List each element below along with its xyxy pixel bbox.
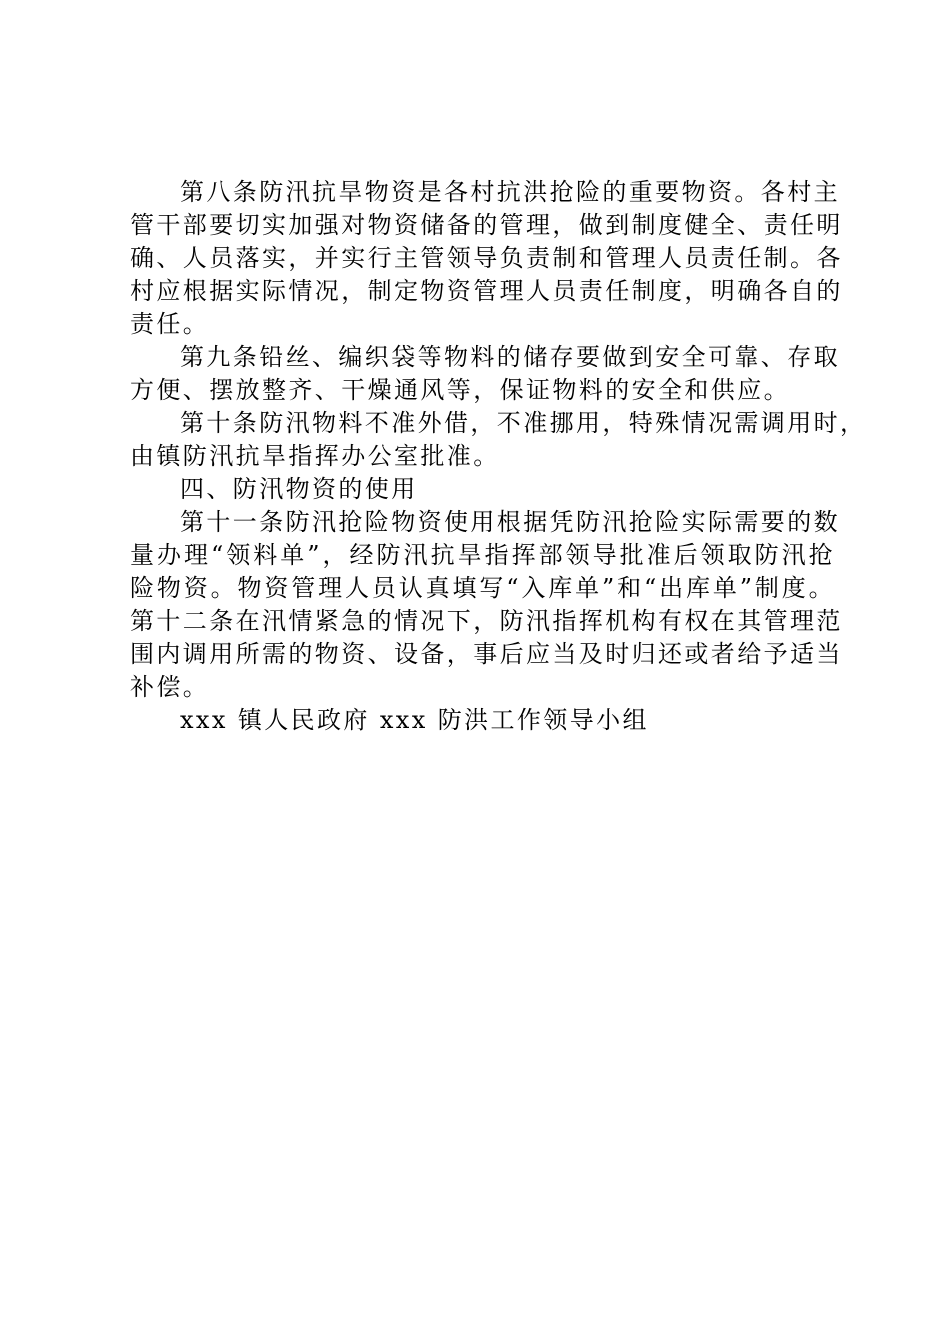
signature-line: xxx 镇人民政府 xxx 防洪工作领导小组: [180, 706, 649, 734]
text-line: 补偿。: [130, 673, 210, 701]
text-line: 村应根据实际情况，制定物资管理人员责任制度，明确各自的: [130, 277, 843, 305]
text-line: 责任。: [130, 310, 210, 338]
paragraph-article-8: [130, 176, 843, 341]
paragraph-article-11-12: [130, 506, 843, 704]
text-line: 管干部要切实加强对物资储备的管理，做到制度健全、责任明: [130, 211, 843, 239]
text-line: 第十条防汛物料不准外借，不准挪用，特殊情况需调用时，: [180, 409, 867, 437]
text-line: 第八条防汛抗旱物资是各村抗洪抢险的重要物资。各村主: [180, 178, 840, 206]
text-line: 第十二条在汛情紧急的情况下，防汛指挥机构有权在其管理范: [130, 607, 843, 635]
paragraph-article-9: [130, 341, 840, 407]
text-line: 确、人员落实，并实行主管领导负责制和管理人员责任制。各: [130, 244, 843, 272]
document-body: [130, 176, 867, 737]
text-line: 量办理“领料单”，经防汛抗旱指挥部领导批准后领取防汛抢: [130, 541, 835, 569]
text-line: 第十一条防汛抢险物资使用根据凭防汛抢险实际需要的数: [180, 508, 840, 536]
text-line: 围内调用所需的物资、设备，事后应当及时归还或者给予适当: [130, 640, 843, 668]
text-line: 险物资。物资管理人员认真填写“入库单”和“出库单”制度。: [130, 574, 835, 602]
text-line: 由镇防汛抗旱指挥办公室批准。: [130, 442, 500, 470]
text-line: 第九条铅丝、编织袋等物料的储存要做到安全可靠、存取: [180, 343, 840, 371]
section-heading: [130, 473, 835, 506]
paragraph-article-10: [130, 407, 867, 473]
text-line: 方便、摆放整齐、干燥通风等，保证物料的安全和供应。: [130, 376, 790, 404]
section-title: 四、防汛物资的使用: [180, 475, 418, 503]
